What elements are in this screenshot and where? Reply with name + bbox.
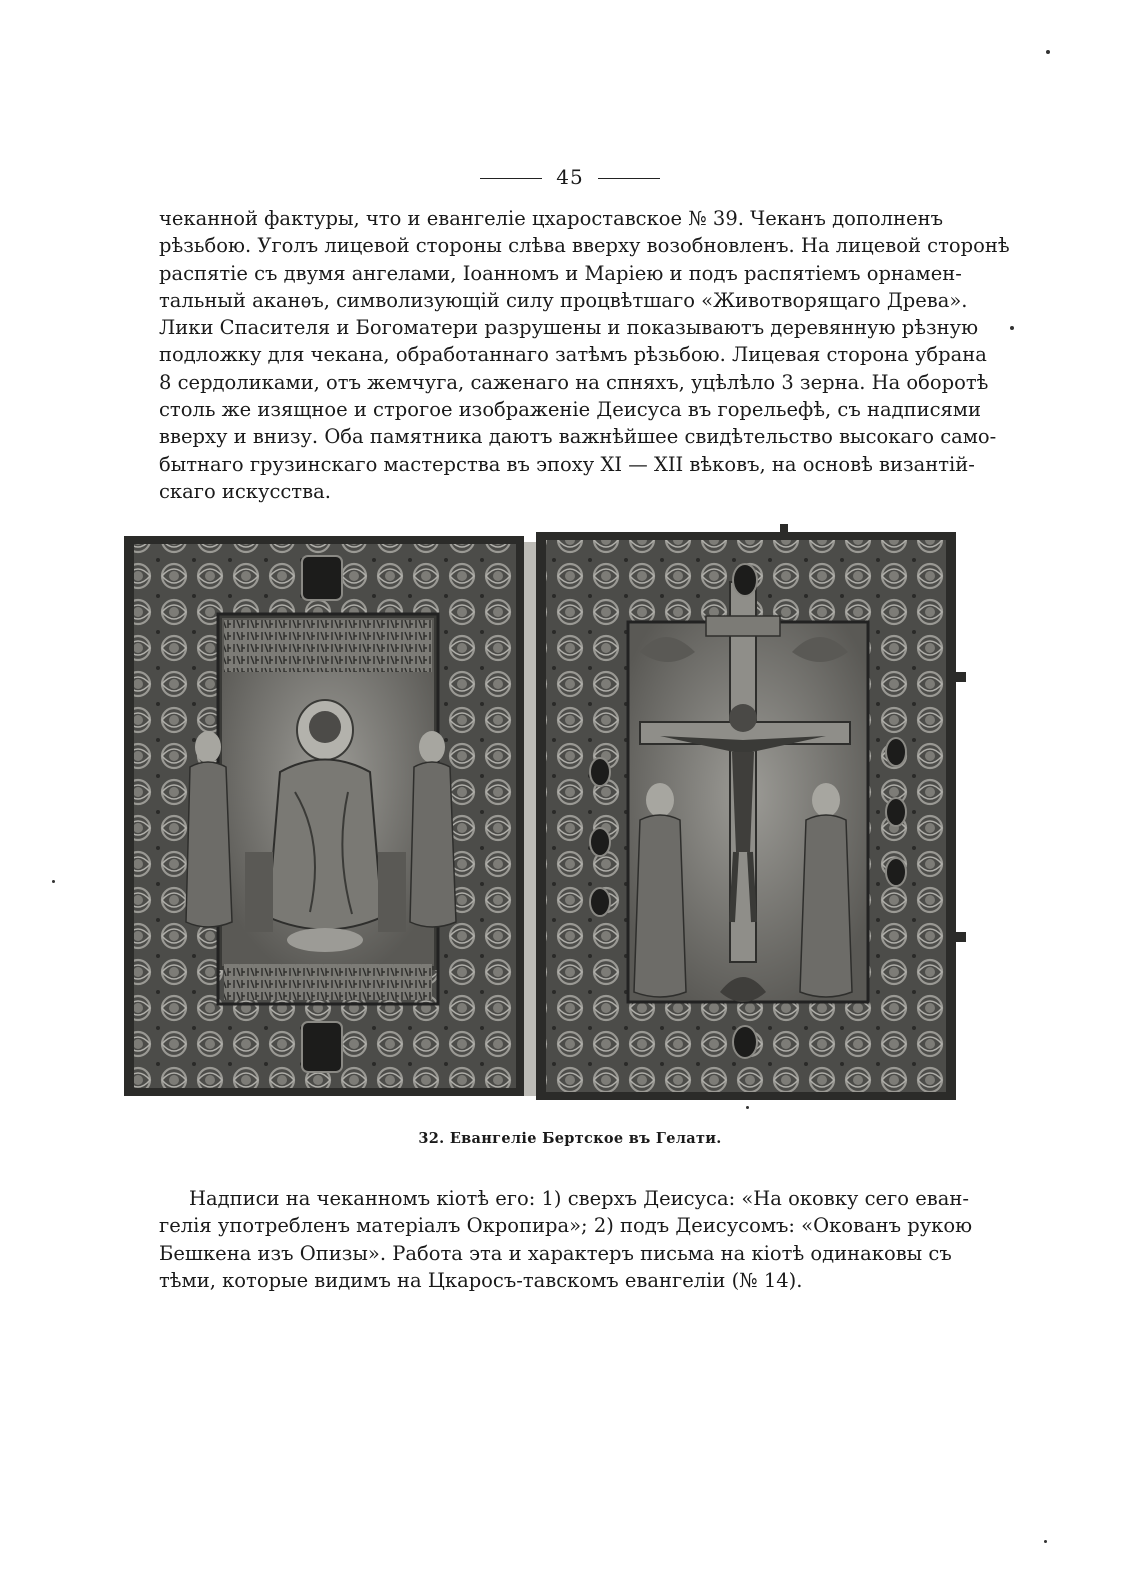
- paragraph-1-line: рѣзьбою. Уголъ лицевой стороны слѣва вверху возобновленъ. На лицевой сторонѣ: [159, 234, 1010, 258]
- page-number-rule-left: [480, 178, 542, 179]
- paragraph-2-line: гелія употребленъ матеріалъ Окропира»; 2) подъ Деисусомъ: «Окованъ рукою: [159, 1214, 973, 1238]
- paragraph-2-line: тѣми, которые видимъ на Цкаросъ-тавскомъ евангеліи (№ 14).: [159, 1268, 803, 1292]
- paragraph-1-line: распятіе съ двумя ангелами, Іоанномъ и Маріею и подъ распятіемъ орнамен-: [159, 261, 962, 285]
- paragraph-1-line: 8 сердоликами, отъ жемчуга, саженаго на спняхъ, уцѣлѣло 3 зерна. На оборотѣ: [159, 370, 989, 394]
- scan-speck: [1046, 50, 1050, 54]
- left-cover-deesis: [124, 536, 524, 1096]
- scan-speck: [1010, 326, 1014, 330]
- paragraph-1-line: тальный аканѳъ, символизующій силу процвѣтшаго «Животворящаго Древа».: [159, 288, 968, 312]
- paragraph-1-line: Лики Спасителя и Богоматери разрушены и показываютъ деревянную рѣзную: [159, 316, 979, 340]
- page-number: [0, 165, 1140, 189]
- paragraph-1-line: столь же изящное и строгое изображеніе Деисуса въ горельефѣ, съ надписями: [159, 398, 981, 422]
- paragraph-2-line: Бешкена изъ Опизы». Работа эта и характеръ письма на кіотѣ одинаковы съ: [159, 1241, 952, 1265]
- paragraph-1-line: скаго искусства.: [159, 479, 331, 503]
- paragraph-2-line: Надписи на чеканномъ кіотѣ его: 1) сверхъ Деисуса: «На оковку сего еван-: [189, 1187, 969, 1210]
- scan-speck: [746, 1106, 749, 1109]
- paragraph-1-line: вверху и внизу. Оба памятника даютъ важнѣйшее свидѣтельство высокаго само-: [159, 425, 997, 449]
- figure-caption: 32. Евангеліе Бертское въ Гелати.: [418, 1130, 722, 1147]
- paragraph-1-line: подложку для чекана, обработаннаго затѣмъ рѣзьбою. Лицевая сторона убрана: [159, 343, 987, 367]
- page-number-text: 45: [556, 165, 584, 189]
- right-cover-crucifixion: [536, 524, 966, 1100]
- paragraph-1-line: бытнаго грузинскаго мастерства въ эпоху XI — XII вѣковъ, на основѣ византій-: [159, 452, 975, 476]
- paragraph-1-line: чеканной фактуры, что и евангеліе цхароставское № 39. Чеканъ дополненъ: [159, 207, 943, 230]
- scan-speck: [52, 880, 55, 883]
- page-number-rule-right: [598, 178, 660, 179]
- paragraph-1: [159, 205, 1010, 505]
- gospel-cover-photograph: [120, 522, 975, 1100]
- scan-speck: [1044, 1540, 1047, 1543]
- spine-gap: [524, 542, 536, 1096]
- paragraph-2: [159, 1185, 973, 1294]
